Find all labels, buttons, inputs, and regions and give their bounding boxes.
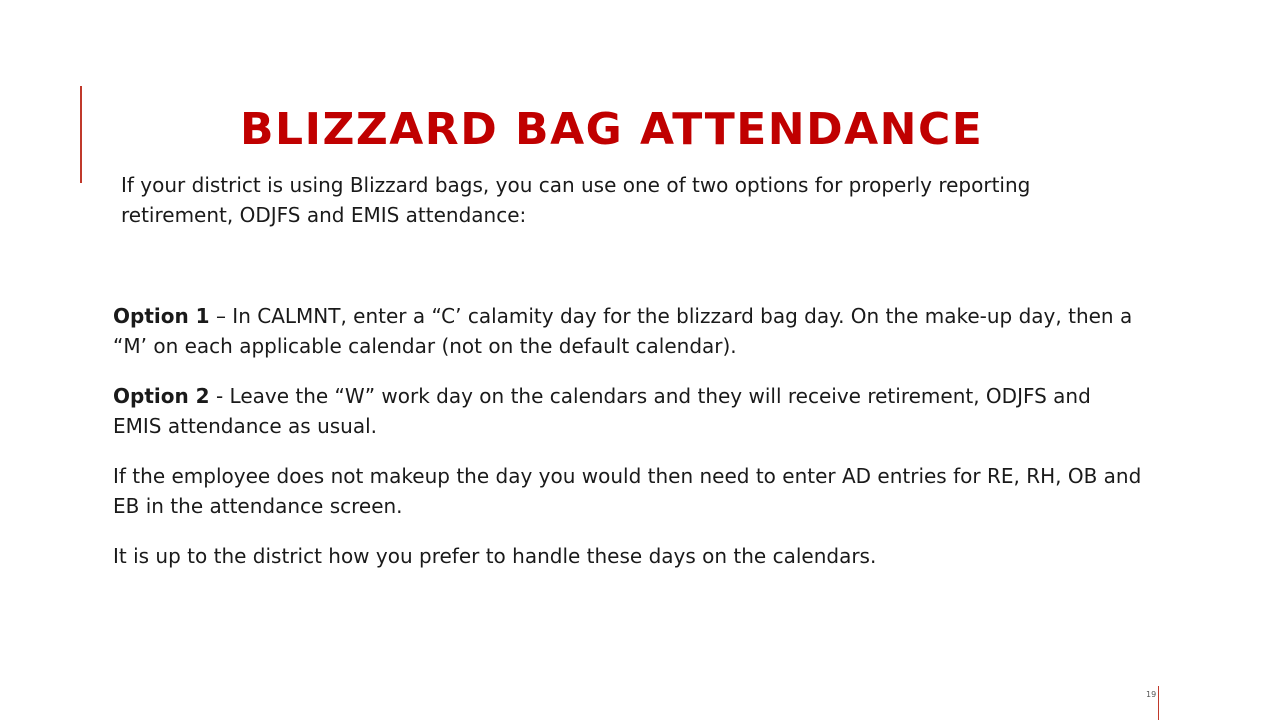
page-number-rule: [1158, 686, 1159, 720]
option-2-label: Option 2: [113, 384, 210, 408]
option-1-label: Option 1: [113, 304, 210, 328]
district-paragraph: It is up to the district how you prefer to handle these days on the calendars.: [113, 544, 877, 568]
option-2-paragraph: [113, 381, 1143, 441]
slide-title: BLIZZARD BAG ATTENDANCE: [240, 104, 984, 155]
title-accent-line: [80, 86, 82, 183]
makeup-paragraph: If the employee does not makeup the day you would then need to enter AD entries for RE, RH, OB and EB in the attendance screen.: [113, 464, 1142, 518]
option-2-text: - Leave the “W” work day on the calendars and they will receive retirement, ODJFS and EMIS attendance as usual.: [113, 384, 1091, 438]
intro-text: If your district is using Blizzard bags, you can use one of two options for properly reporting retirement, ODJFS and EMIS attendance:: [121, 173, 1031, 227]
option-1-text: – In CALMNT, enter a “C’ calamity day for the blizzard bag day. On the make-up day, then a “M’ on each applicable calendar (not on the default calendar).: [113, 304, 1133, 358]
option-1-paragraph: [113, 301, 1143, 361]
page-number: 19: [1146, 690, 1157, 699]
slide-body: [113, 301, 1143, 591]
